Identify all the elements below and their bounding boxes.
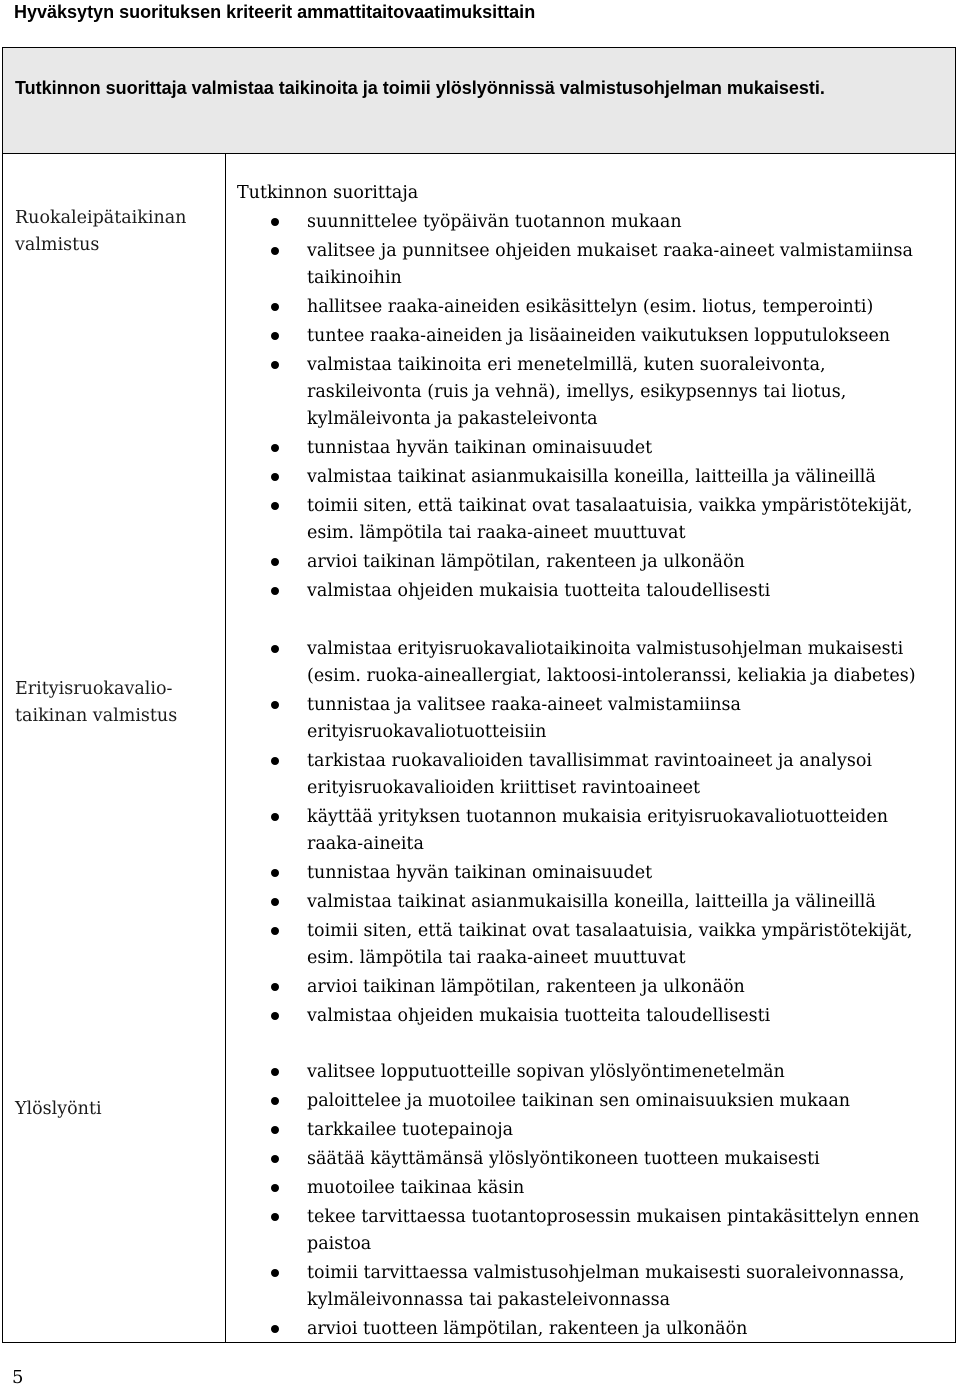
bullet-icon — [271, 444, 279, 452]
list-item: valitsee ja punnitsee ohjeiden mukaiset raaka-aineet valmistamiinsa taikinoihin — [237, 238, 937, 292]
list-item: valmistaa ohjeiden mukaisia tuotteita taloudellisesti — [237, 578, 937, 605]
bullet-icon — [271, 701, 279, 709]
bullet-icon — [271, 927, 279, 935]
bullet-icon — [271, 813, 279, 821]
bullet-icon — [271, 1184, 279, 1192]
bullet-icon — [271, 1097, 279, 1105]
bullet-icon — [271, 1269, 279, 1277]
list-item: paloittelee ja muotoilee taikinan sen ominaisuuksien mukaan — [237, 1088, 937, 1115]
bullet-icon — [271, 303, 279, 311]
criteria-list-yloslyonti — [237, 1059, 937, 1345]
list-item: tunnistaa ja valitsee raaka-aineet valmistamiinsa erityisruokavaliotuotteisiin — [237, 692, 937, 746]
section-label-yloslyonti: Ylöslyönti — [15, 1099, 102, 1119]
list-item: valmistaa taikinat asianmukaisilla koneilla, laitteilla ja välineillä — [237, 889, 937, 916]
list-item: käyttää yrityksen tuotannon mukaisia erityisruokavaliotuotteiden raaka-aineita — [237, 804, 937, 858]
bullet-icon — [271, 645, 279, 653]
bullet-icon — [271, 1068, 279, 1076]
list-item: valmistaa erityisruokavaliotaikinoita valmistusohjelman mukaisesti (esim. ruoka-aineallergiat, laktoosi-intoleranssi, keliakia ja diabetes) — [237, 636, 937, 690]
bullet-icon — [271, 502, 279, 510]
page-title: Hyväksytyn suorituksen kriteerit ammattitaitovaatimuksittain — [14, 2, 536, 22]
list-item: toimii siten, että taikinat ovat tasalaatuisia, vaikka ympäristötekijät, esim. lämpötila tai raaka-aineet muuttuvat — [237, 918, 937, 972]
list-item: säätää käyttämänsä ylöslyöntikoneen tuotteen mukaisesti — [237, 1146, 937, 1173]
list-item: tunnistaa hyvän taikinan ominaisuudet — [237, 435, 937, 462]
list-item: valmistaa taikinat asianmukaisilla koneilla, laitteilla ja välineillä — [237, 464, 937, 491]
bullet-icon — [271, 218, 279, 226]
bullet-icon — [271, 1126, 279, 1134]
bullet-icon — [271, 1012, 279, 1020]
list-item: valitsee lopputuotteille sopivan ylöslyöntimenetelmän — [237, 1059, 937, 1086]
bullet-icon — [271, 1155, 279, 1163]
bullet-icon — [271, 757, 279, 765]
table-header — [3, 48, 955, 154]
list-item: tuntee raaka-aineiden ja lisäaineiden vaikutuksen lopputulokseen — [237, 323, 937, 350]
bullet-icon — [271, 587, 279, 595]
criteria-table — [2, 47, 956, 1343]
bullet-icon — [271, 247, 279, 255]
section-label-ruokaleipa: Ruokaleipätaikinan valmistus — [15, 208, 187, 255]
list-item: valmistaa taikinoita eri menetelmillä, kuten suoraleivonta, raskileivonta (ruis ja vehnä), imellys, esikypsennys tai liotus, kylmäleivonta ja pakasteleivonta — [237, 352, 937, 433]
criteria-list-erityisruokavalio — [237, 636, 937, 1032]
header-text: Tutkinnon suorittaja valmistaa taikinoita ja toimii ylöslyönnissä valmistusohjelman mukaisesti. — [15, 78, 825, 98]
list-item: muotoilee taikinaa käsin — [237, 1175, 937, 1202]
page-number: 5 — [12, 1367, 24, 1388]
list-item: arvioi taikinan lämpötilan, rakenteen ja ulkonäön — [237, 549, 937, 576]
list-item: valmistaa ohjeiden mukaisia tuotteita taloudellisesti — [237, 1003, 937, 1030]
list-item: tekee tarvittaessa tuotantoprosessin mukaisen pintakäsittelyn ennen paistoa — [237, 1204, 937, 1258]
bullet-icon — [271, 473, 279, 481]
section-label-erityisruokavalio: Erityisruokavalio-taikinan valmistus — [15, 679, 178, 726]
column-divider — [225, 154, 226, 1342]
bullet-icon — [271, 983, 279, 991]
list-item: toimii tarvittaessa valmistusohjelman mukaisesti suoraleivonnassa, kylmäleivonnassa tai pakasteleivonnassa — [237, 1260, 937, 1314]
bullet-icon — [271, 898, 279, 906]
list-item: arvioi tuotteen lämpötilan, rakenteen ja ulkonäön — [237, 1316, 937, 1343]
bullet-icon — [271, 332, 279, 340]
list-item: arvioi taikinan lämpötilan, rakenteen ja ulkonäön — [237, 974, 937, 1001]
list-item: hallitsee raaka-aineiden esikäsittelyn (esim. liotus, temperointi) — [237, 294, 937, 321]
list-item: tarkkailee tuotepainoja — [237, 1117, 937, 1144]
bullet-icon — [271, 869, 279, 877]
bullet-icon — [271, 558, 279, 566]
list-item: tarkistaa ruokavalioiden tavallisimmat ravintoaineet ja analysoi erityisruokavalioiden kriittiset ravintoaineet — [237, 748, 937, 802]
bullet-icon — [271, 361, 279, 369]
list-item: tunnistaa hyvän taikinan ominaisuudet — [237, 860, 937, 887]
list-item: toimii siten, että taikinat ovat tasalaatuisia, vaikka ympäristötekijät, esim. lämpötila tai raaka-aineet muuttuvat — [237, 493, 937, 547]
section-intro: Tutkinnon suorittaja — [237, 183, 419, 203]
bullet-icon — [271, 1325, 279, 1333]
bullet-icon — [271, 1213, 279, 1221]
criteria-list-ruokaleipa — [237, 209, 937, 607]
list-item: suunnittelee työpäivän tuotannon mukaan — [237, 209, 937, 236]
